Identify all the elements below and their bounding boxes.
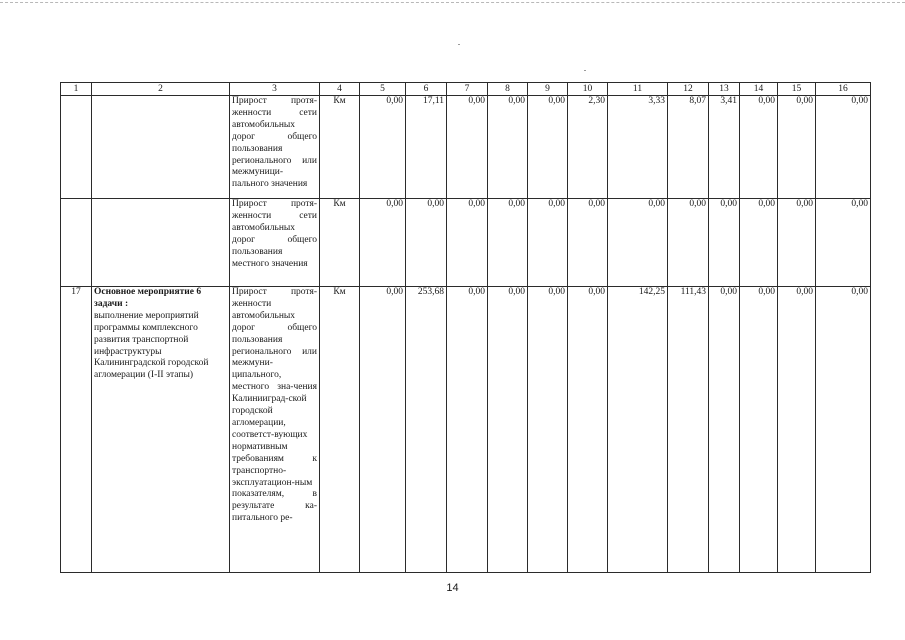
value-cell: 0,00	[709, 199, 740, 287]
value-cell: 8,07	[668, 96, 709, 199]
value-cell: 0,00	[568, 199, 608, 287]
value-cell: 0,00	[740, 199, 778, 287]
value-cell: 0,00	[778, 96, 816, 199]
column-number-row	[61, 83, 871, 96]
value-cell: 0,00	[740, 287, 778, 573]
table-body	[61, 83, 871, 573]
value-cell: 0,00	[447, 287, 488, 573]
unit-cell: Км	[320, 287, 360, 573]
value-cell: 253,68	[406, 287, 447, 573]
value-cell: 0,00	[816, 287, 871, 573]
value-cell: 0,00	[528, 199, 568, 287]
value-cell: 0,00	[360, 287, 406, 573]
value-cell: 0,00	[816, 199, 871, 287]
column-number-cell: 11	[608, 83, 668, 96]
indicator-table	[60, 82, 871, 573]
table-row	[61, 199, 871, 287]
value-cell: 3,33	[608, 96, 668, 199]
column-number-cell: 14	[740, 83, 778, 96]
event-cell	[92, 287, 230, 573]
column-number-cell: 1	[61, 83, 92, 96]
unit-cell: Км	[320, 199, 360, 287]
value-cell: 0,00	[528, 96, 568, 199]
value-cell: 0,00	[740, 96, 778, 199]
value-cell: 0,00	[709, 287, 740, 573]
page-number: 14	[446, 582, 459, 594]
value-cell: 0,00	[447, 96, 488, 199]
value-cell: 0,00	[528, 287, 568, 573]
indicator-cell: Прирост протя-женности сети автомобильных дорог общего пользования регионального или межмуници-пального значения	[230, 96, 320, 199]
value-cell: 17,11	[406, 96, 447, 199]
table-row	[61, 287, 871, 573]
column-number-cell: 4	[320, 83, 360, 96]
event-description: выполнение мероприятий программы комплексного развития транспортной инфраструктуры Калининградской городской агломерации (I-II этапы)	[94, 310, 209, 381]
value-cell: 0,00	[816, 96, 871, 199]
table-row	[61, 96, 871, 199]
column-number-cell: 3	[230, 83, 320, 96]
value-cell: 2,30	[568, 96, 608, 199]
column-number-cell: 5	[360, 83, 406, 96]
column-number-cell: 15	[778, 83, 816, 96]
value-cell: 0,00	[488, 199, 528, 287]
column-number-cell: 16	[816, 83, 871, 96]
value-cell: 142,25	[608, 287, 668, 573]
value-cell: 0,00	[406, 199, 447, 287]
scan-speck	[584, 70, 586, 71]
column-number-cell: 13	[709, 83, 740, 96]
row-number-cell	[61, 199, 92, 287]
row-number-cell	[61, 96, 92, 199]
value-cell: 0,00	[608, 199, 668, 287]
scan-edge-line	[0, 2, 905, 3]
value-cell: 111,43	[668, 287, 709, 573]
unit-cell: Км	[320, 96, 360, 199]
column-number-cell: 8	[488, 83, 528, 96]
event-cell	[92, 199, 230, 287]
value-cell: 0,00	[668, 199, 709, 287]
column-number-cell: 2	[92, 83, 230, 96]
column-number-cell: 6	[406, 83, 447, 96]
value-cell: 0,00	[360, 96, 406, 199]
indicator-cell: Прирост протя-женности сети автомобильных дорог общего пользования местного значения	[230, 199, 320, 287]
value-cell: 0,00	[778, 287, 816, 573]
event-cell	[92, 96, 230, 199]
row-number-cell: 17	[61, 287, 92, 573]
column-number-cell: 7	[447, 83, 488, 96]
column-number-cell: 10	[568, 83, 608, 96]
value-cell: 0,00	[778, 199, 816, 287]
value-cell: 3,41	[709, 96, 740, 199]
column-number-cell: 12	[668, 83, 709, 96]
value-cell: 0,00	[488, 287, 528, 573]
value-cell: 0,00	[488, 96, 528, 199]
indicator-cell: Прирост протя-женности автомобильных дорог общего пользования регионального или межмуни-ципального, местного зна-чения Калинииград-ской городской агломерации, соответст-вующих нормативным требованиям к транспортно-эксплуатацион-ным показателям, в результате ка-питального ре-	[230, 287, 320, 573]
value-cell: 0,00	[360, 199, 406, 287]
value-cell: 0,00	[568, 287, 608, 573]
event-title: Основное мероприятие 6 задачи :	[94, 287, 202, 309]
scan-speck	[458, 44, 460, 45]
value-cell: 0,00	[447, 199, 488, 287]
column-number-cell: 9	[528, 83, 568, 96]
